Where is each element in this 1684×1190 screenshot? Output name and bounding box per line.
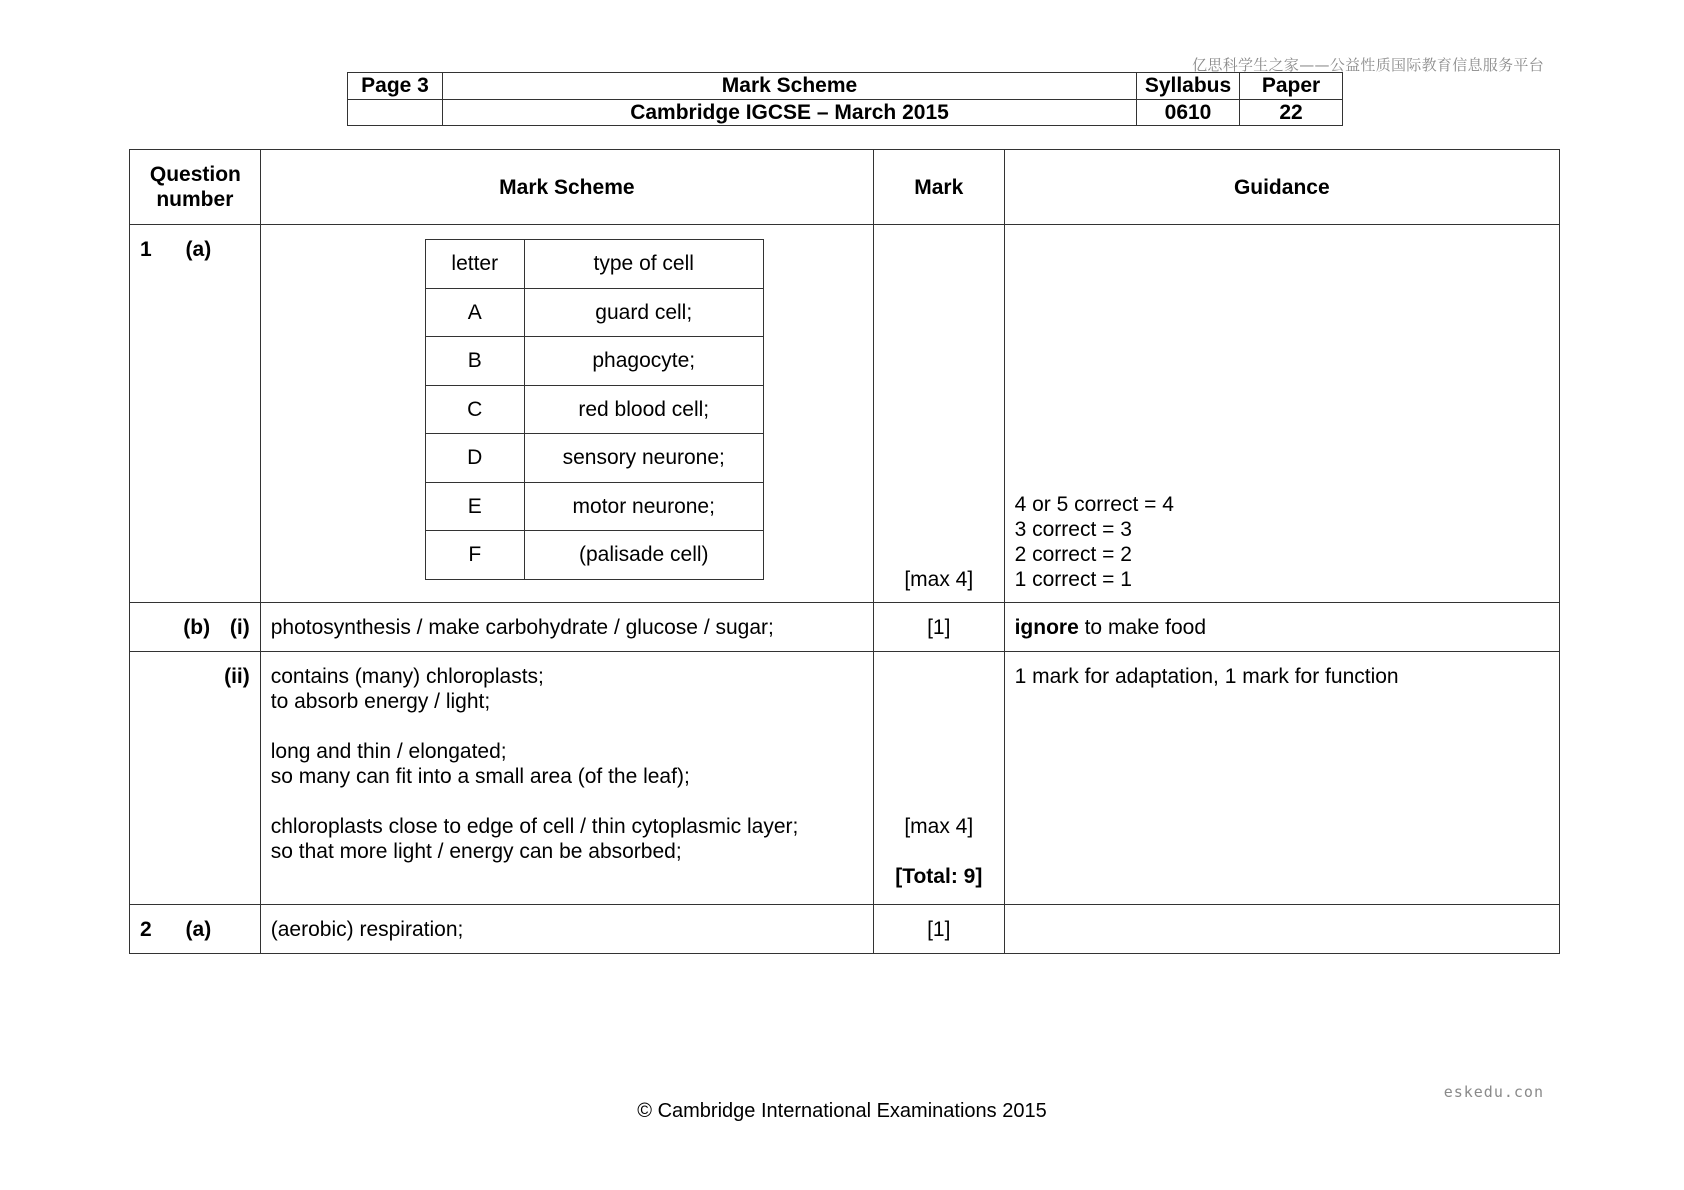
question-number-cell	[130, 603, 261, 652]
paper-value: 22	[1240, 99, 1343, 126]
cell-table-header-row	[425, 240, 763, 289]
cell-table-row	[425, 482, 763, 531]
cell-table-row	[425, 337, 763, 386]
question-number: 1	[140, 238, 152, 261]
header-title: Mark Scheme	[443, 73, 1137, 100]
total-mark: [Total: 9]	[895, 865, 983, 888]
cell-table-row	[425, 385, 763, 434]
cell-type: motor neurone;	[524, 482, 763, 531]
mark-scheme-table	[129, 149, 1560, 954]
syllabus-value: 0610	[1137, 99, 1240, 126]
question-number: 2	[140, 918, 152, 941]
scheme-text: (aerobic) respiration;	[270, 918, 464, 941]
mark-value: [max 4]	[904, 815, 974, 838]
scheme-cell	[260, 225, 873, 603]
scheme-line: contains (many) chloroplasts;	[270, 665, 544, 688]
scheme-line: to absorb energy / light;	[270, 690, 491, 713]
header-subtitle: Cambridge IGCSE – March 2015	[443, 99, 1137, 126]
watermark-bottom: eskedu.con	[1443, 1083, 1544, 1101]
guidance-cell	[1004, 652, 1559, 905]
table-row-q2a	[130, 905, 1560, 954]
table-row-q1a	[130, 225, 1560, 603]
cell-table-row	[425, 531, 763, 580]
cell-type: (palisade cell)	[524, 531, 763, 580]
scheme-cell	[260, 652, 873, 905]
cell-letter: C	[425, 385, 524, 434]
mark-value: [1]	[927, 918, 951, 941]
question-subpart: (ii)	[224, 665, 250, 688]
mark-cell	[873, 905, 1004, 954]
watermark-top: 亿思科学生之家——公益性质国际教育信息服务平台	[1192, 56, 1544, 74]
question-part: (a)	[185, 238, 212, 261]
scheme-line: so many can fit into a small area (of the leaf);	[270, 765, 690, 788]
cell-type: phagocyte;	[524, 337, 763, 386]
guidance-text: 1 mark for adaptation, 1 mark for function	[1014, 665, 1399, 688]
question-number-cell	[130, 225, 261, 603]
cell-letter: E	[425, 482, 524, 531]
cell-letter: B	[425, 337, 524, 386]
cell-type-table	[425, 239, 764, 580]
mark-value: [max 4]	[904, 568, 974, 591]
syllabus-label: Syllabus	[1137, 73, 1240, 100]
question-part: (b)	[183, 616, 211, 639]
table-row-q1bi	[130, 603, 1560, 652]
guidance-line: 3 correct = 3	[1014, 518, 1132, 541]
page-number: Page 3	[348, 73, 443, 100]
table-row-q1bii	[130, 652, 1560, 905]
scheme-cell	[260, 603, 873, 652]
col-header-mark: Mark	[873, 150, 1004, 225]
guidance-line: 1 correct = 1	[1014, 568, 1132, 591]
cell-letter: A	[425, 288, 524, 337]
scheme-line: chloroplasts close to edge of cell / thin cytoplasmic layer;	[270, 815, 799, 838]
mark-cell	[873, 603, 1004, 652]
mark-cell	[873, 652, 1004, 905]
scheme-cell	[260, 905, 873, 954]
cell-type: sensory neurone;	[524, 434, 763, 483]
cell-letter: F	[425, 531, 524, 580]
col-header-guidance: Guidance	[1004, 150, 1559, 225]
mark-cell	[873, 225, 1004, 603]
guidance-text: to make food	[1078, 616, 1207, 639]
copyright-footer: © Cambridge International Examinations 2015	[637, 1100, 1047, 1122]
guidance-cell	[1004, 603, 1559, 652]
cell-type: guard cell;	[524, 288, 763, 337]
question-subpart: (i)	[229, 616, 250, 639]
cell-table-row	[425, 288, 763, 337]
question-part: (a)	[185, 918, 212, 941]
guidance-line: 2 correct = 2	[1014, 543, 1132, 566]
paper-label: Paper	[1240, 73, 1343, 100]
guidance-cell	[1004, 905, 1559, 954]
cell-table-row	[425, 434, 763, 483]
question-number-cell	[130, 652, 261, 905]
col-header-mark-scheme: Mark Scheme	[260, 150, 873, 225]
header-empty-cell	[348, 99, 443, 126]
guidance-line: 4 or 5 correct = 4	[1014, 493, 1174, 516]
scheme-line: so that more light / energy can be absorbed;	[270, 840, 682, 863]
guidance-cell	[1004, 225, 1559, 603]
cell-table-header-letter: letter	[425, 240, 524, 289]
col-header-question-number: Question number	[130, 150, 261, 225]
scheme-line: long and thin / elongated;	[270, 740, 507, 763]
guidance-keyword: ignore	[1014, 616, 1079, 639]
scheme-text: photosynthesis / make carbohydrate / glucose / sugar;	[270, 616, 774, 639]
cell-letter: D	[425, 434, 524, 483]
question-number-cell	[130, 905, 261, 954]
cell-table-header-type: type of cell	[524, 240, 763, 289]
page-header-table	[347, 72, 1343, 126]
mark-value: [1]	[927, 616, 951, 639]
cell-type: red blood cell;	[524, 385, 763, 434]
